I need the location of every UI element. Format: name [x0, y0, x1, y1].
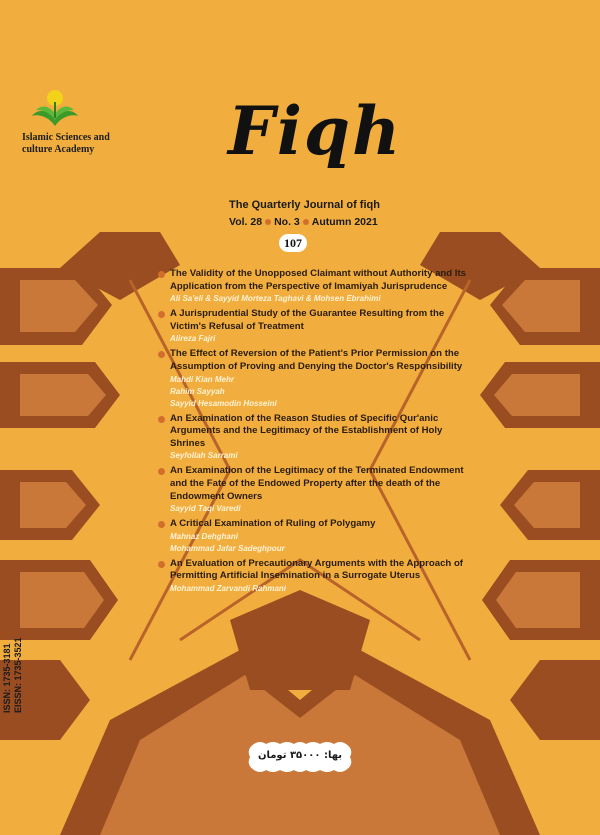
toc-entry [158, 413, 468, 463]
dot-icon [303, 219, 309, 225]
book-plant-sun-logo-icon [30, 88, 80, 130]
bullet-dot-icon [158, 351, 165, 358]
article-title: The Validity of the Unopposed Claimant without Authority and Its Application from the Perspective of Imamiyah Jurisprudence [170, 268, 466, 292]
article-title: The Effect of Reversion of the Patient's Prior Permission on the Assumption of Proving and Denying the Doctor's Responsibility [170, 348, 463, 372]
article-author: Mohammad Jafar Sadeghpour [170, 543, 285, 553]
volume: Vol. 28 [229, 216, 263, 228]
article-author: Mahdi Kian Mehr [170, 374, 235, 384]
article-title: An Examination of the Legitimacy of the Terminated Endowment and the Fate of the Endowed Property after the death of the Endowment Owners [170, 465, 464, 502]
article-author: Alireza Fajri [170, 334, 216, 344]
toc-entry [158, 518, 468, 555]
issue-number-badge: 107 [279, 234, 307, 252]
dot-icon [265, 219, 271, 225]
issn-block [2, 593, 24, 713]
article-title: A Critical Examination of Ruling of Polygamy [170, 518, 376, 530]
season: Autumn 2021 [311, 216, 378, 228]
article-author: Ali Sa'eli & Sayyid Morteza Taghavi & Mohsen Ebrahimi [170, 294, 381, 304]
logo-text-line2: culture Academy [22, 144, 95, 155]
academy-logo [22, 88, 112, 156]
logo-text-line1: Islamic Sciences and [22, 132, 110, 143]
issn-print: ISSN: 1735-3181 [2, 643, 12, 713]
bullet-dot-icon [158, 271, 165, 278]
article-author: Sayyid Taqi Varedi [170, 504, 241, 514]
journal-title: Fiqh [228, 92, 403, 170]
bullet-dot-icon [158, 468, 165, 475]
journal-subtitle: The Quarterly Journal of fiqh [229, 199, 380, 211]
price-text: بها: ۳۵۰۰۰ تومان [257, 750, 343, 761]
bullet-dot-icon [158, 521, 165, 528]
article-author: Rahim Sayyah [170, 386, 225, 396]
bullet-dot-icon [158, 311, 165, 318]
toc-entry [158, 465, 468, 515]
article-author: Mohammad Zarvandi Rahmani [170, 583, 287, 593]
bullet-dot-icon [158, 416, 165, 423]
article-author: Sayyid Hesamodin Hosseini [170, 398, 277, 408]
article-title: An Examination of the Reason Studies of Specific Qur'anic Arguments and the Legitimacy of the Establishment of Holy Shrines [170, 412, 443, 449]
toc-entry [158, 558, 468, 595]
article-author: Mahnaz Dehghani [170, 531, 239, 541]
toc-entry [158, 348, 468, 409]
article-author: Seyfollah Sarrami [170, 451, 238, 461]
bullet-dot-icon [158, 561, 165, 568]
article-title: An Evaluation of Precautionary Arguments with the Approach of Permitting Artificial Insemination in a Surrogate Uterus [170, 557, 463, 582]
table-of-contents [158, 268, 468, 598]
toc-entry [158, 268, 468, 305]
volume-line [229, 216, 378, 228]
issn-electronic: EISSN: 1735-3521 [13, 637, 23, 713]
article-title: A Jurisprudential Study of the Guarantee Resulting from the Victim's Refusal of Treatment [170, 308, 445, 332]
toc-entry [158, 308, 468, 345]
number: No. 3 [274, 216, 300, 228]
price-label [246, 740, 354, 774]
